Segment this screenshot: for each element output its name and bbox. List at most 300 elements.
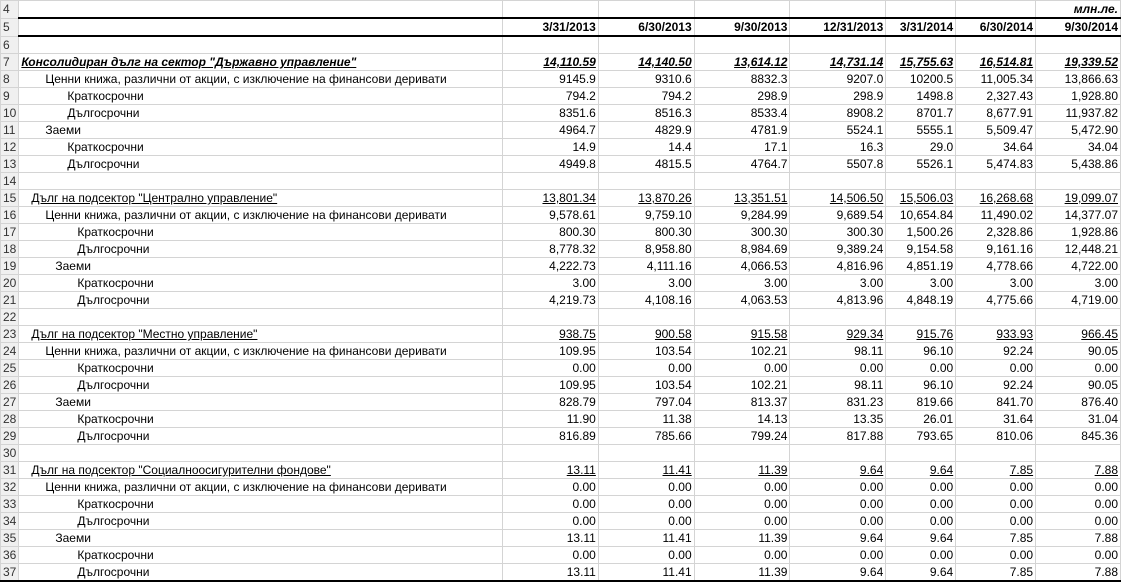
value-cell[interactable]: 3.00 (790, 275, 886, 292)
row-label-cell[interactable]: Заеми (19, 258, 503, 275)
row-label-cell[interactable]: Краткосрочни (19, 547, 503, 564)
value-cell[interactable]: 0.00 (503, 479, 599, 496)
period-header-cell[interactable]: 6/30/2013 (598, 18, 694, 36)
value-cell[interactable]: 298.9 (694, 88, 790, 105)
empty-cell[interactable] (956, 36, 1036, 54)
value-cell[interactable]: 876.40 (1036, 394, 1121, 411)
value-cell[interactable]: 31.64 (956, 411, 1036, 428)
row-label-cell[interactable]: Краткосрочни (19, 275, 503, 292)
value-cell[interactable]: 0.00 (886, 360, 956, 377)
value-cell[interactable]: 8,958.80 (598, 241, 694, 258)
value-cell[interactable]: 4815.5 (598, 156, 694, 173)
value-cell[interactable]: 9,389.24 (790, 241, 886, 258)
row-number[interactable]: 37 (1, 564, 19, 582)
value-cell[interactable]: 3.00 (503, 275, 599, 292)
value-cell[interactable]: 14.13 (694, 411, 790, 428)
period-header-cell[interactable]: 3/31/2014 (886, 18, 956, 36)
row-label-cell[interactable]: Ценни книжа, различни от акции, с изключение на финансови деривати (19, 71, 503, 88)
value-cell[interactable]: 14,377.07 (1036, 207, 1121, 224)
value-cell[interactable]: 4,063.53 (694, 292, 790, 309)
value-cell[interactable]: 0.00 (694, 496, 790, 513)
value-cell[interactable]: 298.9 (790, 88, 886, 105)
row-number[interactable]: 27 (1, 394, 19, 411)
value-cell[interactable]: 797.04 (598, 394, 694, 411)
value-cell[interactable]: 29.0 (886, 139, 956, 156)
value-cell[interactable]: 5,474.83 (956, 156, 1036, 173)
value-cell[interactable]: 0.00 (790, 496, 886, 513)
value-cell[interactable]: 5,472.90 (1036, 122, 1121, 139)
value-cell[interactable]: 102.21 (694, 343, 790, 360)
value-cell[interactable]: 9,759.10 (598, 207, 694, 224)
value-cell[interactable]: 9145.9 (503, 71, 599, 88)
empty-cell[interactable] (503, 36, 599, 54)
row-number[interactable]: 15 (1, 190, 19, 207)
row-number[interactable]: 33 (1, 496, 19, 513)
value-cell[interactable]: 0.00 (1036, 513, 1121, 530)
row-label-cell[interactable]: Дългосрочни (19, 428, 503, 445)
value-cell[interactable]: 8,778.32 (503, 241, 599, 258)
value-cell[interactable]: 7.88 (1036, 462, 1121, 479)
value-cell[interactable]: 841.70 (956, 394, 1036, 411)
value-cell[interactable]: 16,514.81 (956, 54, 1036, 71)
row-number[interactable]: 25 (1, 360, 19, 377)
value-cell[interactable]: 819.66 (886, 394, 956, 411)
value-cell[interactable]: 0.00 (694, 547, 790, 564)
value-cell[interactable]: 4,219.73 (503, 292, 599, 309)
row-label-cell[interactable]: Краткосрочни (19, 88, 503, 105)
value-cell[interactable]: 11.38 (598, 411, 694, 428)
unit-label[interactable]: млн.ле. (1036, 1, 1121, 19)
value-cell[interactable]: 14,731.14 (790, 54, 886, 71)
value-cell[interactable]: 11.39 (694, 564, 790, 582)
value-cell[interactable]: 13,870.26 (598, 190, 694, 207)
value-cell[interactable]: 9.64 (790, 530, 886, 547)
row-number[interactable]: 17 (1, 224, 19, 241)
row-number[interactable]: 11 (1, 122, 19, 139)
value-cell[interactable]: 9.64 (886, 564, 956, 582)
row-number[interactable]: 13 (1, 156, 19, 173)
value-cell[interactable]: 9,284.99 (694, 207, 790, 224)
value-cell[interactable]: 13,866.63 (1036, 71, 1121, 88)
value-cell[interactable]: 794.2 (598, 88, 694, 105)
value-cell[interactable]: 0.00 (790, 360, 886, 377)
value-cell[interactable]: 0.00 (956, 360, 1036, 377)
value-cell[interactable]: 7.85 (956, 530, 1036, 547)
value-cell[interactable]: 8701.7 (886, 105, 956, 122)
value-cell[interactable]: 92.24 (956, 377, 1036, 394)
value-cell[interactable]: 0.00 (956, 513, 1036, 530)
value-cell[interactable]: 13.11 (503, 530, 599, 547)
row-number[interactable]: 35 (1, 530, 19, 547)
value-cell[interactable]: 4,722.00 (1036, 258, 1121, 275)
value-cell[interactable]: 828.79 (503, 394, 599, 411)
value-cell[interactable]: 0.00 (886, 547, 956, 564)
row-number[interactable]: 10 (1, 105, 19, 122)
row-number[interactable]: 36 (1, 547, 19, 564)
value-cell[interactable]: 5526.1 (886, 156, 956, 173)
row-label-cell[interactable]: Краткосрочни (19, 224, 503, 241)
value-cell[interactable]: 0.00 (503, 496, 599, 513)
value-cell[interactable]: 9.64 (886, 530, 956, 547)
value-cell[interactable]: 7.85 (956, 564, 1036, 582)
value-cell[interactable]: 4829.9 (598, 122, 694, 139)
value-cell[interactable]: 794.2 (503, 88, 599, 105)
value-cell[interactable]: 4,848.19 (886, 292, 956, 309)
value-cell[interactable]: 793.65 (886, 428, 956, 445)
value-cell[interactable]: 817.88 (790, 428, 886, 445)
empty-cell[interactable] (503, 1, 599, 19)
value-cell[interactable]: 938.75 (503, 326, 599, 343)
value-cell[interactable]: 4,851.19 (886, 258, 956, 275)
empty-cell[interactable] (790, 309, 886, 326)
row-label-cell[interactable]: Ценни книжа, различни от акции, с изключение на финансови деривати (19, 343, 503, 360)
empty-cell[interactable] (790, 36, 886, 54)
value-cell[interactable]: 19,099.07 (1036, 190, 1121, 207)
value-cell[interactable]: 4,816.96 (790, 258, 886, 275)
empty-cell[interactable] (598, 173, 694, 190)
value-cell[interactable]: 300.30 (694, 224, 790, 241)
value-cell[interactable]: 0.00 (790, 479, 886, 496)
row-label-cell[interactable] (19, 18, 503, 36)
value-cell[interactable]: 13,614.12 (694, 54, 790, 71)
value-cell[interactable]: 0.00 (598, 360, 694, 377)
value-cell[interactable]: 900.58 (598, 326, 694, 343)
period-header-cell[interactable]: 9/30/2014 (1036, 18, 1121, 36)
value-cell[interactable]: 915.76 (886, 326, 956, 343)
value-cell[interactable]: 785.66 (598, 428, 694, 445)
value-cell[interactable]: 0.00 (503, 547, 599, 564)
value-cell[interactable]: 98.11 (790, 343, 886, 360)
row-number[interactable]: 18 (1, 241, 19, 258)
value-cell[interactable]: 0.00 (503, 513, 599, 530)
row-number[interactable]: 12 (1, 139, 19, 156)
period-header-cell[interactable]: 3/31/2013 (503, 18, 599, 36)
value-cell[interactable]: 5524.1 (790, 122, 886, 139)
empty-cell[interactable] (694, 309, 790, 326)
value-cell[interactable]: 4,108.16 (598, 292, 694, 309)
value-cell[interactable]: 8832.3 (694, 71, 790, 88)
value-cell[interactable]: 14,140.50 (598, 54, 694, 71)
value-cell[interactable]: 13.11 (503, 564, 599, 582)
row-label-cell[interactable]: Дългосрочни (19, 241, 503, 258)
value-cell[interactable]: 4,813.96 (790, 292, 886, 309)
value-cell[interactable]: 9,161.16 (956, 241, 1036, 258)
value-cell[interactable]: 0.00 (790, 547, 886, 564)
value-cell[interactable]: 4,222.73 (503, 258, 599, 275)
value-cell[interactable]: 5555.1 (886, 122, 956, 139)
value-cell[interactable]: 0.00 (598, 479, 694, 496)
empty-cell[interactable] (598, 445, 694, 462)
row-number[interactable]: 9 (1, 88, 19, 105)
value-cell[interactable]: 109.95 (503, 377, 599, 394)
value-cell[interactable]: 933.93 (956, 326, 1036, 343)
row-number[interactable]: 5 (1, 18, 19, 36)
value-cell[interactable]: 103.54 (598, 377, 694, 394)
row-number[interactable]: 8 (1, 71, 19, 88)
row-label-cell[interactable]: Консолидиран дълг на сектор "Държавно управление" (19, 54, 503, 71)
value-cell[interactable]: 34.04 (1036, 139, 1121, 156)
value-cell[interactable]: 14,506.50 (790, 190, 886, 207)
row-label-cell[interactable]: Дългосрочни (19, 564, 503, 582)
value-cell[interactable]: 1498.8 (886, 88, 956, 105)
empty-cell[interactable] (956, 1, 1036, 19)
row-number[interactable]: 23 (1, 326, 19, 343)
row-number[interactable]: 34 (1, 513, 19, 530)
value-cell[interactable]: 0.00 (694, 479, 790, 496)
value-cell[interactable]: 0.00 (886, 496, 956, 513)
value-cell[interactable]: 14.9 (503, 139, 599, 156)
value-cell[interactable]: 3.00 (598, 275, 694, 292)
value-cell[interactable]: 13,351.51 (694, 190, 790, 207)
value-cell[interactable]: 13,801.34 (503, 190, 599, 207)
value-cell[interactable]: 2,328.86 (956, 224, 1036, 241)
value-cell[interactable]: 8516.3 (598, 105, 694, 122)
row-label-cell[interactable] (19, 173, 503, 190)
value-cell[interactable]: 0.00 (886, 513, 956, 530)
empty-cell[interactable] (1036, 173, 1121, 190)
value-cell[interactable]: 11.39 (694, 530, 790, 547)
empty-cell[interactable] (694, 36, 790, 54)
value-cell[interactable]: 11.39 (694, 462, 790, 479)
empty-cell[interactable] (886, 36, 956, 54)
empty-cell[interactable] (598, 36, 694, 54)
value-cell[interactable]: 5507.8 (790, 156, 886, 173)
row-label-cell[interactable]: Заеми (19, 122, 503, 139)
value-cell[interactable]: 102.21 (694, 377, 790, 394)
value-cell[interactable]: 12,448.21 (1036, 241, 1121, 258)
empty-cell[interactable] (886, 1, 956, 19)
row-label-cell[interactable]: Ценни книжа, различни от акции, с изключение на финансови деривати (19, 207, 503, 224)
row-label-cell[interactable]: Дългосрочни (19, 156, 503, 173)
value-cell[interactable]: 10,654.84 (886, 207, 956, 224)
row-label-cell[interactable]: Дългосрочни (19, 292, 503, 309)
value-cell[interactable]: 8351.6 (503, 105, 599, 122)
value-cell[interactable]: 0.00 (1036, 479, 1121, 496)
value-cell[interactable]: 4949.8 (503, 156, 599, 173)
row-number[interactable]: 30 (1, 445, 19, 462)
empty-cell[interactable] (694, 1, 790, 19)
value-cell[interactable]: 8,984.69 (694, 241, 790, 258)
value-cell[interactable]: 9,578.61 (503, 207, 599, 224)
row-number[interactable]: 21 (1, 292, 19, 309)
value-cell[interactable]: 1,928.80 (1036, 88, 1121, 105)
value-cell[interactable]: 9310.6 (598, 71, 694, 88)
row-label-cell[interactable]: Ценни книжа, различни от акции, с изключение на финансови деривати (19, 479, 503, 496)
row-label-cell[interactable]: Дългосрочни (19, 377, 503, 394)
row-number[interactable]: 14 (1, 173, 19, 190)
value-cell[interactable]: 8908.2 (790, 105, 886, 122)
value-cell[interactable]: 0.00 (503, 360, 599, 377)
value-cell[interactable]: 0.00 (598, 513, 694, 530)
value-cell[interactable]: 103.54 (598, 343, 694, 360)
empty-cell[interactable] (790, 1, 886, 19)
value-cell[interactable]: 9.64 (886, 462, 956, 479)
empty-cell[interactable] (503, 173, 599, 190)
value-cell[interactable]: 3.00 (1036, 275, 1121, 292)
value-cell[interactable]: 966.45 (1036, 326, 1121, 343)
value-cell[interactable]: 9.64 (790, 462, 886, 479)
row-label-cell[interactable]: Краткосрочни (19, 360, 503, 377)
value-cell[interactable]: 26.01 (886, 411, 956, 428)
row-label-cell[interactable]: Дълг на подсектор "Социалноосигурителни фондове" (19, 462, 503, 479)
value-cell[interactable]: 816.89 (503, 428, 599, 445)
value-cell[interactable]: 7.88 (1036, 564, 1121, 582)
value-cell[interactable]: 0.00 (694, 513, 790, 530)
value-cell[interactable]: 0.00 (956, 479, 1036, 496)
value-cell[interactable]: 845.36 (1036, 428, 1121, 445)
value-cell[interactable]: 13.11 (503, 462, 599, 479)
value-cell[interactable]: 4764.7 (694, 156, 790, 173)
value-cell[interactable]: 0.00 (956, 547, 1036, 564)
row-number[interactable]: 22 (1, 309, 19, 326)
value-cell[interactable]: 11.41 (598, 564, 694, 582)
period-header-cell[interactable]: 6/30/2014 (956, 18, 1036, 36)
value-cell[interactable]: 800.30 (598, 224, 694, 241)
value-cell[interactable]: 9.64 (790, 564, 886, 582)
value-cell[interactable]: 4781.9 (694, 122, 790, 139)
value-cell[interactable]: 4,066.53 (694, 258, 790, 275)
value-cell[interactable]: 300.30 (790, 224, 886, 241)
value-cell[interactable]: 16,268.68 (956, 190, 1036, 207)
row-number[interactable]: 20 (1, 275, 19, 292)
value-cell[interactable]: 109.95 (503, 343, 599, 360)
row-label-cell[interactable] (19, 445, 503, 462)
value-cell[interactable]: 31.04 (1036, 411, 1121, 428)
empty-cell[interactable] (694, 445, 790, 462)
value-cell[interactable]: 19,339.52 (1036, 54, 1121, 71)
value-cell[interactable]: 14,110.59 (503, 54, 599, 71)
value-cell[interactable]: 9,689.54 (790, 207, 886, 224)
value-cell[interactable]: 4,719.00 (1036, 292, 1121, 309)
row-number[interactable]: 6 (1, 36, 19, 54)
value-cell[interactable]: 92.24 (956, 343, 1036, 360)
row-number[interactable]: 7 (1, 54, 19, 71)
empty-cell[interactable] (503, 445, 599, 462)
value-cell[interactable]: 7.85 (956, 462, 1036, 479)
value-cell[interactable]: 4,775.66 (956, 292, 1036, 309)
value-cell[interactable]: 1,928.86 (1036, 224, 1121, 241)
row-number[interactable]: 26 (1, 377, 19, 394)
value-cell[interactable]: 11,937.82 (1036, 105, 1121, 122)
value-cell[interactable]: 810.06 (956, 428, 1036, 445)
row-number[interactable]: 16 (1, 207, 19, 224)
empty-cell[interactable] (790, 445, 886, 462)
value-cell[interactable]: 7.88 (1036, 530, 1121, 547)
value-cell[interactable]: 915.58 (694, 326, 790, 343)
value-cell[interactable]: 17.1 (694, 139, 790, 156)
value-cell[interactable]: 0.00 (1036, 496, 1121, 513)
empty-cell[interactable] (956, 445, 1036, 462)
empty-cell[interactable] (886, 173, 956, 190)
value-cell[interactable]: 0.00 (886, 479, 956, 496)
value-cell[interactable]: 2,327.43 (956, 88, 1036, 105)
value-cell[interactable]: 15,506.03 (886, 190, 956, 207)
value-cell[interactable]: 16.3 (790, 139, 886, 156)
value-cell[interactable]: 9207.0 (790, 71, 886, 88)
value-cell[interactable]: 11.90 (503, 411, 599, 428)
value-cell[interactable]: 11.41 (598, 462, 694, 479)
value-cell[interactable]: 10200.5 (886, 71, 956, 88)
value-cell[interactable]: 3.00 (886, 275, 956, 292)
row-label-cell[interactable]: Краткосрочни (19, 496, 503, 513)
empty-cell[interactable] (956, 309, 1036, 326)
value-cell[interactable]: 929.34 (790, 326, 886, 343)
row-label-cell[interactable] (19, 36, 503, 54)
empty-cell[interactable] (956, 173, 1036, 190)
row-label-cell[interactable]: Дългосрочни (19, 513, 503, 530)
value-cell[interactable]: 3.00 (956, 275, 1036, 292)
value-cell[interactable]: 799.24 (694, 428, 790, 445)
value-cell[interactable]: 15,755.63 (886, 54, 956, 71)
value-cell[interactable]: 800.30 (503, 224, 599, 241)
value-cell[interactable]: 13.35 (790, 411, 886, 428)
empty-cell[interactable] (694, 173, 790, 190)
value-cell[interactable]: 0.00 (1036, 360, 1121, 377)
empty-cell[interactable] (1036, 445, 1121, 462)
value-cell[interactable]: 4,778.66 (956, 258, 1036, 275)
period-header-cell[interactable]: 12/31/2013 (790, 18, 886, 36)
row-number[interactable]: 24 (1, 343, 19, 360)
row-label-cell[interactable]: Дългосрочни (19, 105, 503, 122)
period-header-cell[interactable]: 9/30/2013 (694, 18, 790, 36)
value-cell[interactable]: 8533.4 (694, 105, 790, 122)
empty-cell[interactable] (790, 173, 886, 190)
empty-cell[interactable] (1036, 36, 1121, 54)
value-cell[interactable]: 9,154.58 (886, 241, 956, 258)
value-cell[interactable]: 5,438.86 (1036, 156, 1121, 173)
value-cell[interactable]: 0.00 (598, 496, 694, 513)
row-label-cell[interactable] (19, 309, 503, 326)
row-number[interactable]: 32 (1, 479, 19, 496)
value-cell[interactable]: 14.4 (598, 139, 694, 156)
value-cell[interactable]: 831.23 (790, 394, 886, 411)
row-label-cell[interactable]: Краткосрочни (19, 139, 503, 156)
value-cell[interactable]: 0.00 (598, 547, 694, 564)
value-cell[interactable]: 4,111.16 (598, 258, 694, 275)
empty-cell[interactable] (503, 309, 599, 326)
row-number[interactable]: 4 (1, 1, 19, 19)
value-cell[interactable]: 11.41 (598, 530, 694, 547)
value-cell[interactable]: 0.00 (790, 513, 886, 530)
value-cell[interactable]: 4964.7 (503, 122, 599, 139)
value-cell[interactable]: 813.37 (694, 394, 790, 411)
value-cell[interactable]: 0.00 (956, 496, 1036, 513)
value-cell[interactable]: 90.05 (1036, 343, 1121, 360)
value-cell[interactable]: 11,005.34 (956, 71, 1036, 88)
row-number[interactable]: 28 (1, 411, 19, 428)
row-label-cell[interactable]: Дълг на подсектор "Местно управление" (19, 326, 503, 343)
value-cell[interactable]: 98.11 (790, 377, 886, 394)
row-label-cell[interactable]: Краткосрочни (19, 411, 503, 428)
empty-cell[interactable] (598, 309, 694, 326)
row-label-cell[interactable]: Заеми (19, 530, 503, 547)
value-cell[interactable]: 3.00 (694, 275, 790, 292)
value-cell[interactable]: 11,490.02 (956, 207, 1036, 224)
value-cell[interactable]: 90.05 (1036, 377, 1121, 394)
empty-cell[interactable] (598, 1, 694, 19)
value-cell[interactable]: 0.00 (1036, 547, 1121, 564)
row-number[interactable]: 19 (1, 258, 19, 275)
row-number[interactable]: 29 (1, 428, 19, 445)
value-cell[interactable]: 96.10 (886, 343, 956, 360)
empty-cell[interactable] (1036, 309, 1121, 326)
row-label-cell[interactable] (19, 1, 503, 19)
empty-cell[interactable] (886, 445, 956, 462)
empty-cell[interactable] (886, 309, 956, 326)
value-cell[interactable]: 1,500.26 (886, 224, 956, 241)
value-cell[interactable]: 34.64 (956, 139, 1036, 156)
row-label-cell[interactable]: Заеми (19, 394, 503, 411)
